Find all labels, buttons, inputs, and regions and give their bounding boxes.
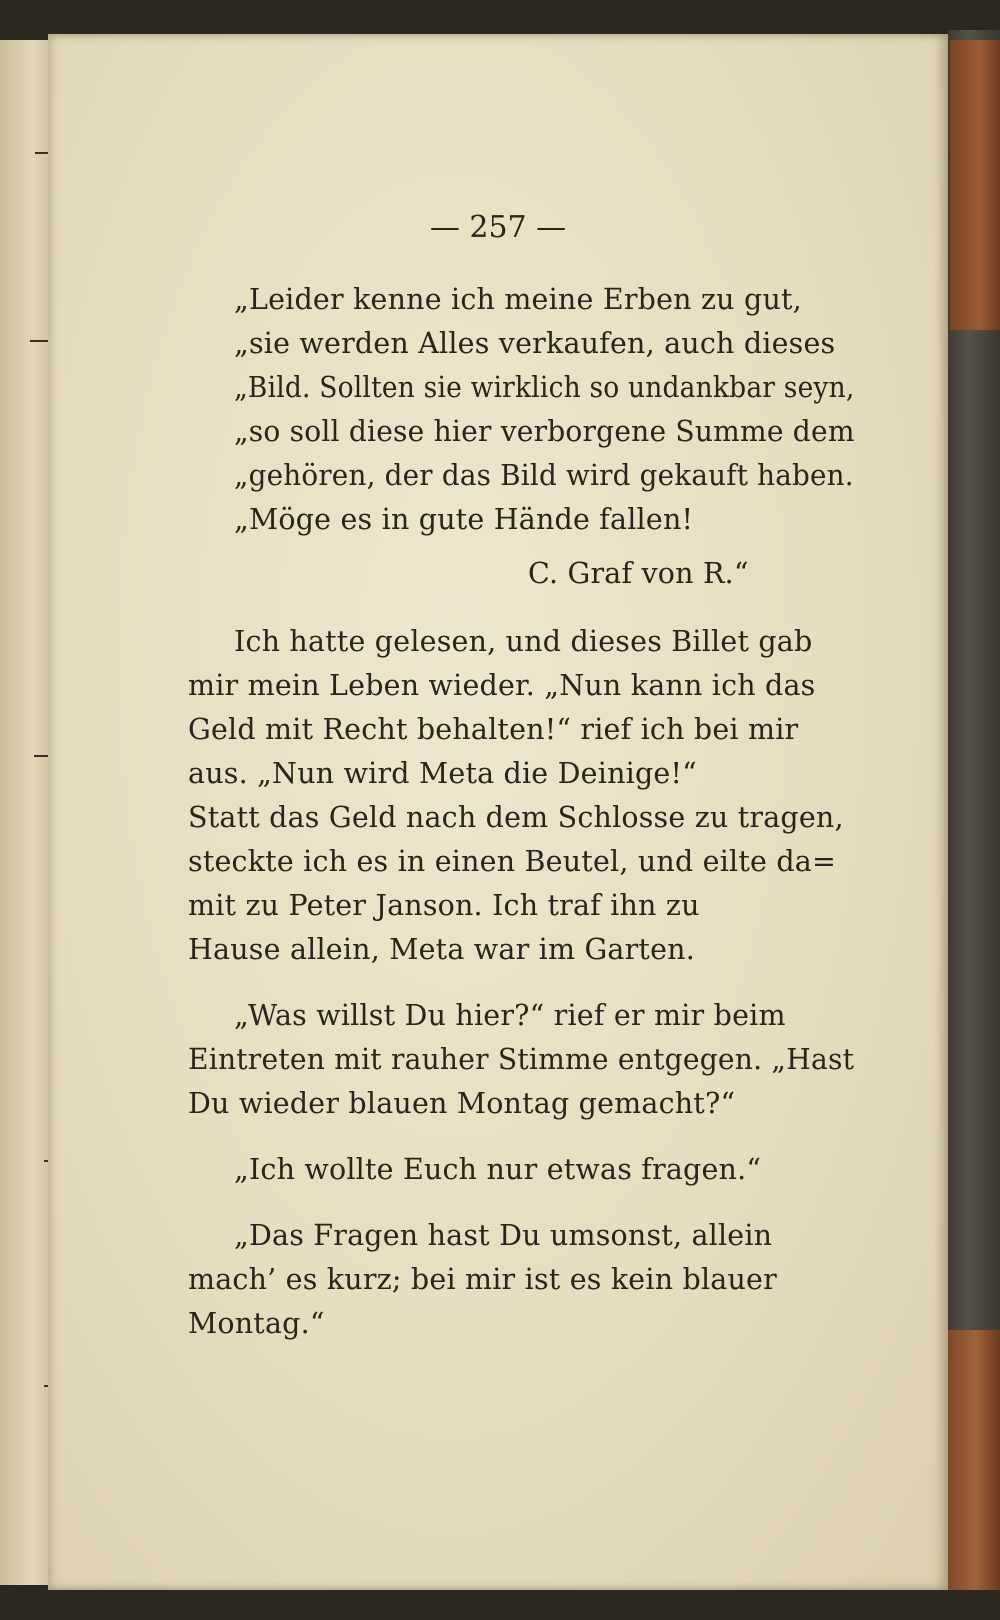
text-line: „Was willst Du hier?“ rief er mir beim (234, 999, 786, 1032)
text-line: „gehören, der das Bild wird gekauft haben. (234, 459, 854, 492)
text-line: Du wieder blauen Montag gemacht?“ (188, 1087, 736, 1120)
leather-binding-bottom (945, 1330, 1000, 1590)
text-line: Eintreten mit rauher Stimme entgegen. „Hast (188, 1043, 855, 1076)
text-line: „Das Fragen hast Du umsonst, allein (234, 1219, 773, 1252)
text-line: mach’ es kurz; bei mir ist es kein blauer (188, 1263, 777, 1296)
text-line: „Möge es in gute Hände fallen! (234, 503, 694, 536)
text-line: „Leider kenne ich meine Erben zu gut, (234, 283, 802, 316)
facing-page-edge (0, 40, 55, 1585)
leather-binding-top (950, 40, 1000, 330)
page-number: — 257 — (429, 210, 567, 245)
text-line: mir mein Leben wieder. „Nun kann ich das (188, 669, 816, 702)
text-line: „Ich wollte Euch nur etwas fragen.“ (234, 1153, 762, 1186)
text-line: Ich hatte gelesen, und dieses Billet gab (234, 625, 813, 658)
text-line: Montag.“ (188, 1307, 325, 1340)
text-line: Geld mit Recht behalten!“ rief ich bei mir (188, 713, 799, 746)
text-line: aus. „Nun wird Meta die Deinige!“ (188, 757, 697, 790)
text-line: Hause allein, Meta war im Garten. (188, 933, 695, 966)
text-line: „Bild. Sollten sie wirklich so undankbar seyn, (234, 371, 855, 404)
letter-signature: C. Graf von R.“ (528, 557, 749, 590)
text-line: mit zu Peter Janson. Ich traf ihn zu (188, 889, 700, 922)
text-line: „so soll diese hier verborgene Summe dem (234, 415, 855, 448)
text-line: „sie werden Alles verkaufen, auch dieses (234, 327, 836, 360)
text-line: Statt das Geld nach dem Schlosse zu tragen, (188, 801, 844, 834)
book-page (48, 34, 948, 1590)
text-line: steckte ich es in einen Beutel, und eilte da= (188, 845, 837, 878)
